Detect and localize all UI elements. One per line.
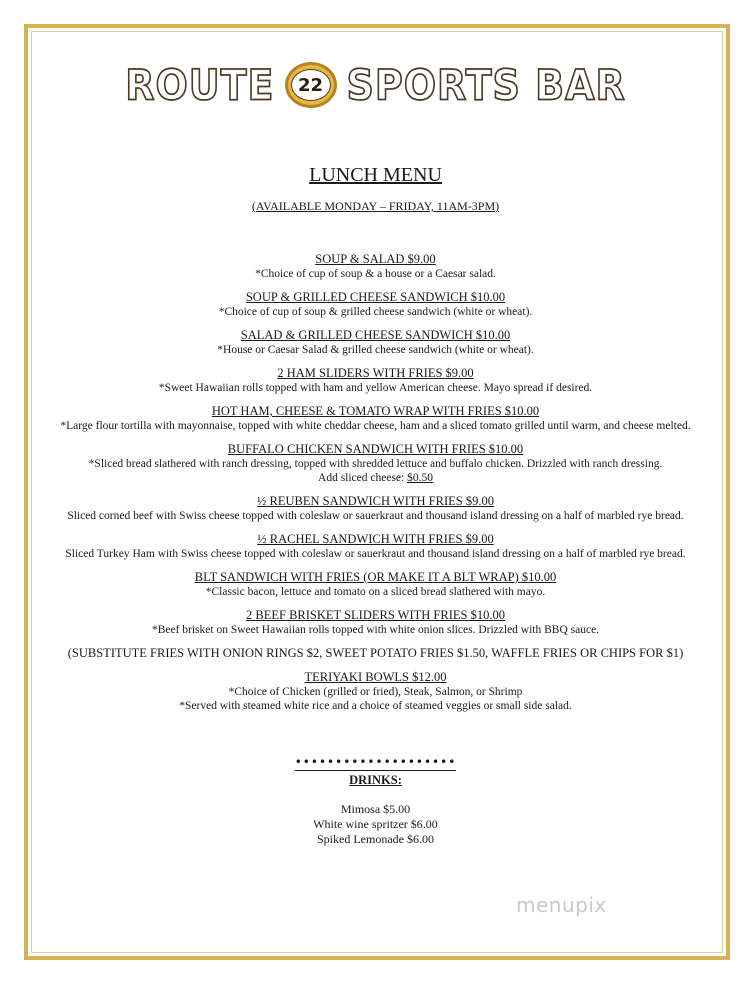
logo-word-route: ROUTE: [125, 60, 275, 110]
menu-item: [0, 328, 751, 357]
menu-items: [0, 252, 751, 713]
drink-item: Spiked Lemonade $6.00: [317, 832, 434, 846]
item-name: BUFFALO CHICKEN SANDWICH WITH FRIES $10.00: [227, 442, 524, 456]
menu-item: [0, 494, 751, 523]
logo-word-sports-bar: SPORTS BAR: [346, 60, 626, 110]
item-description: *Large flour tortilla with mayonnaise, topped with white cheddar cheese, ham and a sliced tomato grilled until warm, and cheese melted.: [60, 420, 691, 432]
logo-badge-number: 22: [291, 69, 331, 101]
route-shield-icon: [285, 62, 337, 108]
item-name: BLT SANDWICH WITH FRIES (OR MAKE IT A BLT WRAP) $10.00: [194, 570, 557, 584]
item-name: ½ RACHEL SANDWICH WITH FRIES $9.00: [257, 532, 494, 546]
divider: [0, 753, 751, 771]
item-name: SALAD & GRILLED CHEESE SANDWICH $10.00: [240, 328, 511, 342]
availability-note: (AVAILABLE MONDAY – FRIDAY, 11AM-3PM): [251, 199, 500, 213]
item-description: *Classic bacon, lettuce and tomato on a sliced bread slathered with mayo.: [205, 586, 546, 598]
item-description: Sliced corned beef with Swiss cheese topped with coleslaw or sauerkraut and thousand island dressing on a half of marbled rye bread.: [67, 510, 684, 522]
item-description: Sliced Turkey Ham with Swiss cheese topped with coleslaw or sauerkraut and thousand island dressing on a half of marbled rye bread.: [65, 548, 686, 560]
menu-item: [0, 532, 751, 561]
item-name: 2 HAM SLIDERS WITH FRIES $9.00: [277, 366, 474, 380]
item-name: SOUP & SALAD $9.00: [315, 252, 436, 266]
menu-item: [0, 442, 751, 485]
menu-item: [0, 252, 751, 281]
drinks-list: [0, 802, 751, 847]
item-name: TERIYAKI BOWLS $12.00: [304, 670, 447, 684]
menu-item: [0, 290, 751, 319]
item-description: *Served with steamed white rice and a choice of steamed veggies or small side salad.: [179, 700, 572, 712]
item-description: *House or Caesar Salad & grilled cheese sandwich (white or wheat).: [217, 344, 534, 356]
drinks-heading: DRINKS:: [349, 773, 402, 787]
drink-item: Mimosa $5.00: [340, 802, 411, 816]
item-name: HOT HAM, CHEESE & TOMATO WRAP WITH FRIES $10.00: [211, 404, 540, 418]
menupix-watermark: menupix: [516, 893, 607, 917]
item-description: *Sweet Hawaiian rolls topped with ham and yellow American cheese. Mayo spread if desired.: [158, 382, 593, 394]
drink-item: White wine spritzer $6.00: [313, 817, 438, 831]
item-name: ½ REUBEN SANDWICH WITH FRIES $9.00: [257, 494, 494, 508]
addon-price: $0.50: [407, 472, 433, 484]
item-description: *Choice of cup of soup & a house or a Caesar salad.: [255, 268, 496, 280]
menu-item: [0, 608, 751, 637]
item-description: *Beef brisket on Sweet Hawaiian rolls topped with white onion slices. Drizzled with BBQ sauce.: [151, 624, 600, 636]
item-addon: [0, 471, 751, 485]
restaurant-logo: [0, 60, 751, 110]
item-description: *Sliced bread slathered with ranch dressing, topped with shredded lettuce and buffalo chicken. Drizzled with ranch dressing.: [88, 458, 663, 470]
item-description: *Choice of cup of soup & grilled cheese sandwich (white or wheat).: [218, 306, 533, 318]
item-name: SOUP & GRILLED CHEESE SANDWICH $10.00: [245, 290, 506, 304]
menu-item-teriyaki: [0, 670, 751, 713]
page-title: LUNCH MENU: [309, 164, 442, 186]
item-name: 2 BEEF BRISKET SLIDERS WITH FRIES $10.00: [246, 608, 505, 622]
menu-item: [0, 404, 751, 433]
dotted-divider: ••••••••••••••••••••: [294, 755, 457, 769]
menu-item: [0, 570, 751, 599]
menu-item: [0, 366, 751, 395]
substitution-note: (SUBSTITUTE FRIES WITH ONION RINGS $2, SWEET POTATO FRIES $1.50, WAFFLE FRIES OR CHIPS FOR $1): [67, 646, 684, 660]
addon-label: Add sliced cheese:: [318, 472, 408, 484]
item-description: *Choice of Chicken (grilled or fried), Steak, Salmon, or Shrimp: [228, 686, 523, 698]
menu-content: [0, 162, 751, 847]
